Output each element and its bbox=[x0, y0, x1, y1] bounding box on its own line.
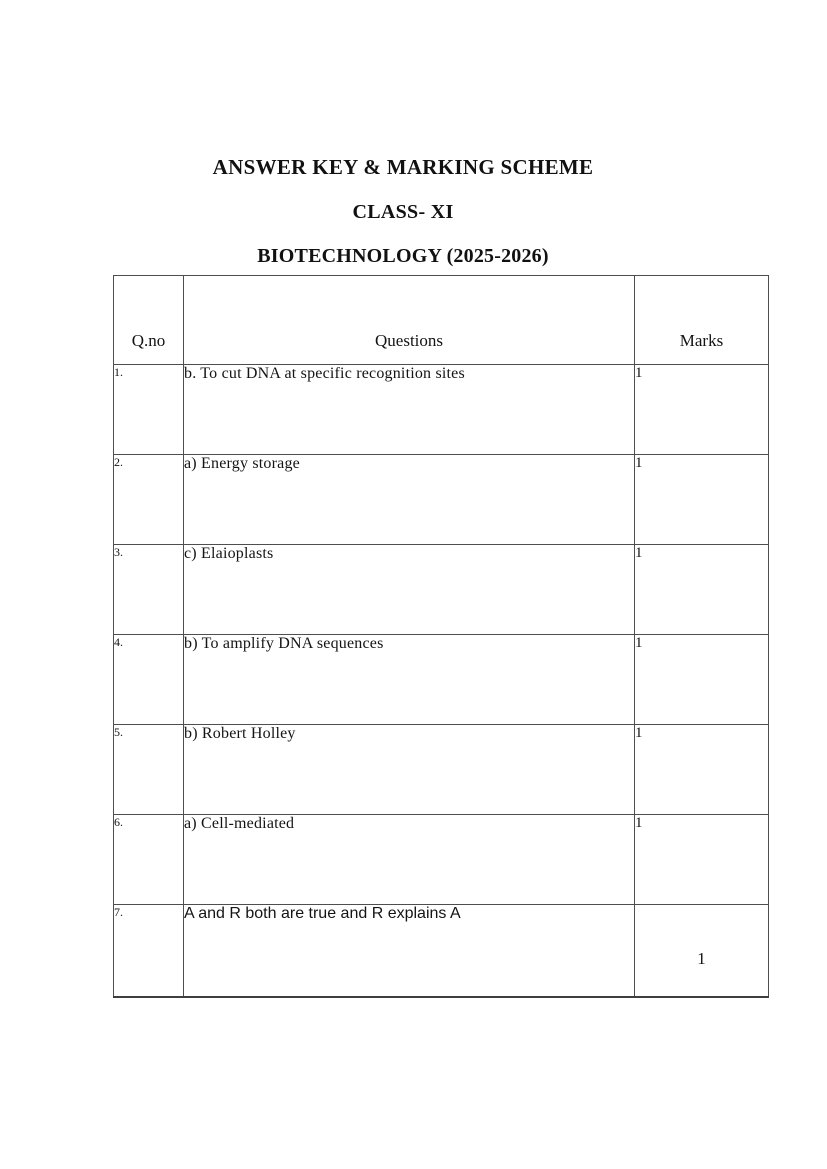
marks-cell: 1 bbox=[635, 635, 769, 725]
qno-cell: 4. bbox=[114, 635, 184, 725]
answer-cell: c) Elaioplasts bbox=[184, 545, 635, 635]
answer-cell: a) Cell-mediated bbox=[184, 815, 635, 905]
class-heading: CLASS- XI bbox=[352, 201, 454, 223]
marks-cell: 1 bbox=[635, 545, 769, 635]
header-qno: Q.no bbox=[114, 276, 184, 365]
qno-cell: 1. bbox=[114, 365, 184, 455]
page-title: ANSWER KEY & MARKING SCHEME bbox=[212, 155, 594, 179]
marks-cell: 1 bbox=[635, 725, 769, 815]
table-row bbox=[114, 635, 769, 725]
marks-cell: 1 bbox=[635, 455, 769, 545]
answer-key-table bbox=[113, 275, 769, 998]
header-marks: Marks bbox=[635, 276, 769, 365]
qno-cell: 2. bbox=[114, 455, 184, 545]
table-row bbox=[114, 545, 769, 635]
table-row bbox=[114, 365, 769, 455]
qno-cell: 3. bbox=[114, 545, 184, 635]
table-row bbox=[114, 815, 769, 905]
answer-cell: a) Energy storage bbox=[184, 455, 635, 545]
subject-heading: BIOTECHNOLOGY (2025-2026) bbox=[257, 245, 549, 267]
marks-cell: 1 bbox=[635, 365, 769, 455]
answer-key-table-wrapper bbox=[113, 275, 769, 998]
table-header-row bbox=[114, 276, 769, 365]
answer-cell: A and R both are true and R explains A bbox=[184, 905, 635, 997]
qno-cell: 5. bbox=[114, 725, 184, 815]
answer-cell: b) Robert Holley bbox=[184, 725, 635, 815]
qno-cell: 6. bbox=[114, 815, 184, 905]
marks-cell: 1 bbox=[635, 905, 769, 997]
answer-cell: b) To amplify DNA sequences bbox=[184, 635, 635, 725]
table-row bbox=[114, 905, 769, 997]
table-row bbox=[114, 455, 769, 545]
table-row bbox=[114, 725, 769, 815]
qno-cell: 7. bbox=[114, 905, 184, 997]
header-questions: Questions bbox=[184, 276, 635, 365]
answer-cell: b. To cut DNA at specific recognition sites bbox=[184, 365, 635, 455]
marks-cell: 1 bbox=[635, 815, 769, 905]
